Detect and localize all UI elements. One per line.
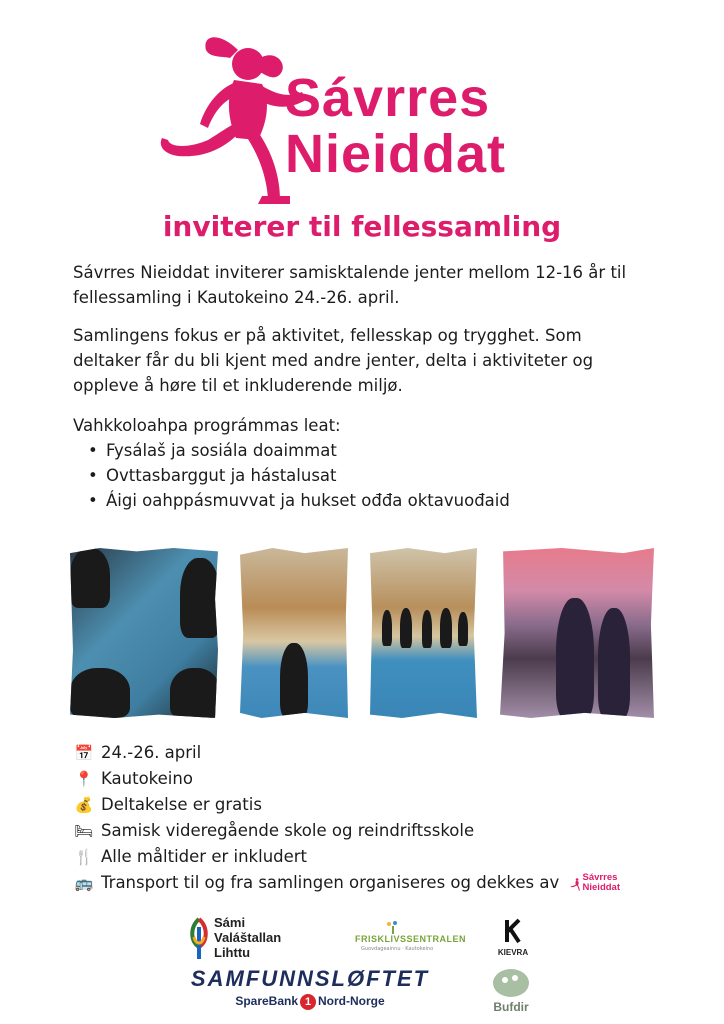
brand-name-line2: Nieiddat (285, 124, 507, 184)
pin-icon: 📍 (74, 770, 94, 788)
program-heading: Vahkkoloahpa prográmmas leat: (73, 416, 341, 435)
brand-name (285, 70, 506, 182)
calendar-icon: 📅 (74, 744, 94, 762)
brand-name-line1: Sávrres (285, 68, 491, 128)
photo-sports-hall (240, 548, 348, 718)
kievra-logo: KIEVRA (496, 918, 530, 958)
detail-price: 💰 Deltakelse er gratis (73, 793, 262, 817)
photo-sports-hall-group (370, 548, 477, 718)
fork-knife-icon: 🍴 (74, 848, 94, 866)
bufdir-logo: Bufdir (486, 966, 536, 1020)
running-girl-icon (569, 873, 583, 895)
bus-icon: 🚌 (74, 874, 94, 892)
sami-logo-icon (188, 917, 210, 961)
focus-paragraph: Samlingens fokus er på aktivitet, fellesskap og trygghet. Som deltaker får du bli kjent med andre jenter, delta i aktiviteter og oppleve å høre til et inkluderende miljø. (73, 326, 594, 395)
bed-icon: 🛏 (74, 822, 94, 840)
samfunnsloftet-logo: SAMFUNNSLØFTET SpareBank 1 Nord-Norge (190, 966, 430, 1008)
page-subtitle: inviterer til fellessamling (162, 210, 562, 243)
sprout-icon (383, 920, 403, 934)
intro-paragraph: Sávrres Nieiddat inviterer samisktalende jenter mellom 12-16 år til fellessamling i Kautokeino 24.-26. april. (73, 263, 627, 307)
sami-valastallan-lihttu-logo: Sámi Valáštallan Lihttu (188, 915, 308, 963)
sparebank-one-icon: 1 (300, 994, 316, 1010)
program-item: • Fysálaš ja sosiála doaimmat (90, 438, 337, 463)
bufdir-mark-icon (491, 966, 531, 998)
program-item: • Áigi oahppásmuvvat ja hukset ođđa oktavuođaid (90, 488, 510, 513)
detail-meals: 🍴 Alle måltider er inkludert (73, 845, 307, 869)
brand-mini-logo: Sávrres Nieiddat (569, 872, 621, 896)
photo-hands-table (70, 548, 218, 718)
brand-logo (150, 28, 580, 208)
detail-location: 📍 Kautokeino (73, 767, 193, 791)
kievra-mark-icon (503, 918, 523, 944)
photo-sunset-walk (500, 548, 654, 718)
frisklivssentralen-logo: FRISKLIVSSENTRALEN Guovdageainnu · Kautokeino (355, 920, 435, 960)
detail-accommodation: 🛏 Samisk videregående skole og reindriftsskole (73, 819, 474, 843)
money-bag-icon: 💰 (74, 796, 94, 814)
detail-date: 📅 24.-26. april (73, 741, 201, 765)
program-item: • Ovttasbarggut ja hástalusat (90, 463, 337, 488)
detail-transport: 🚌 Transport til og fra samlingen organiseres og dekkes av Sávrres Nieiddat (73, 871, 621, 896)
